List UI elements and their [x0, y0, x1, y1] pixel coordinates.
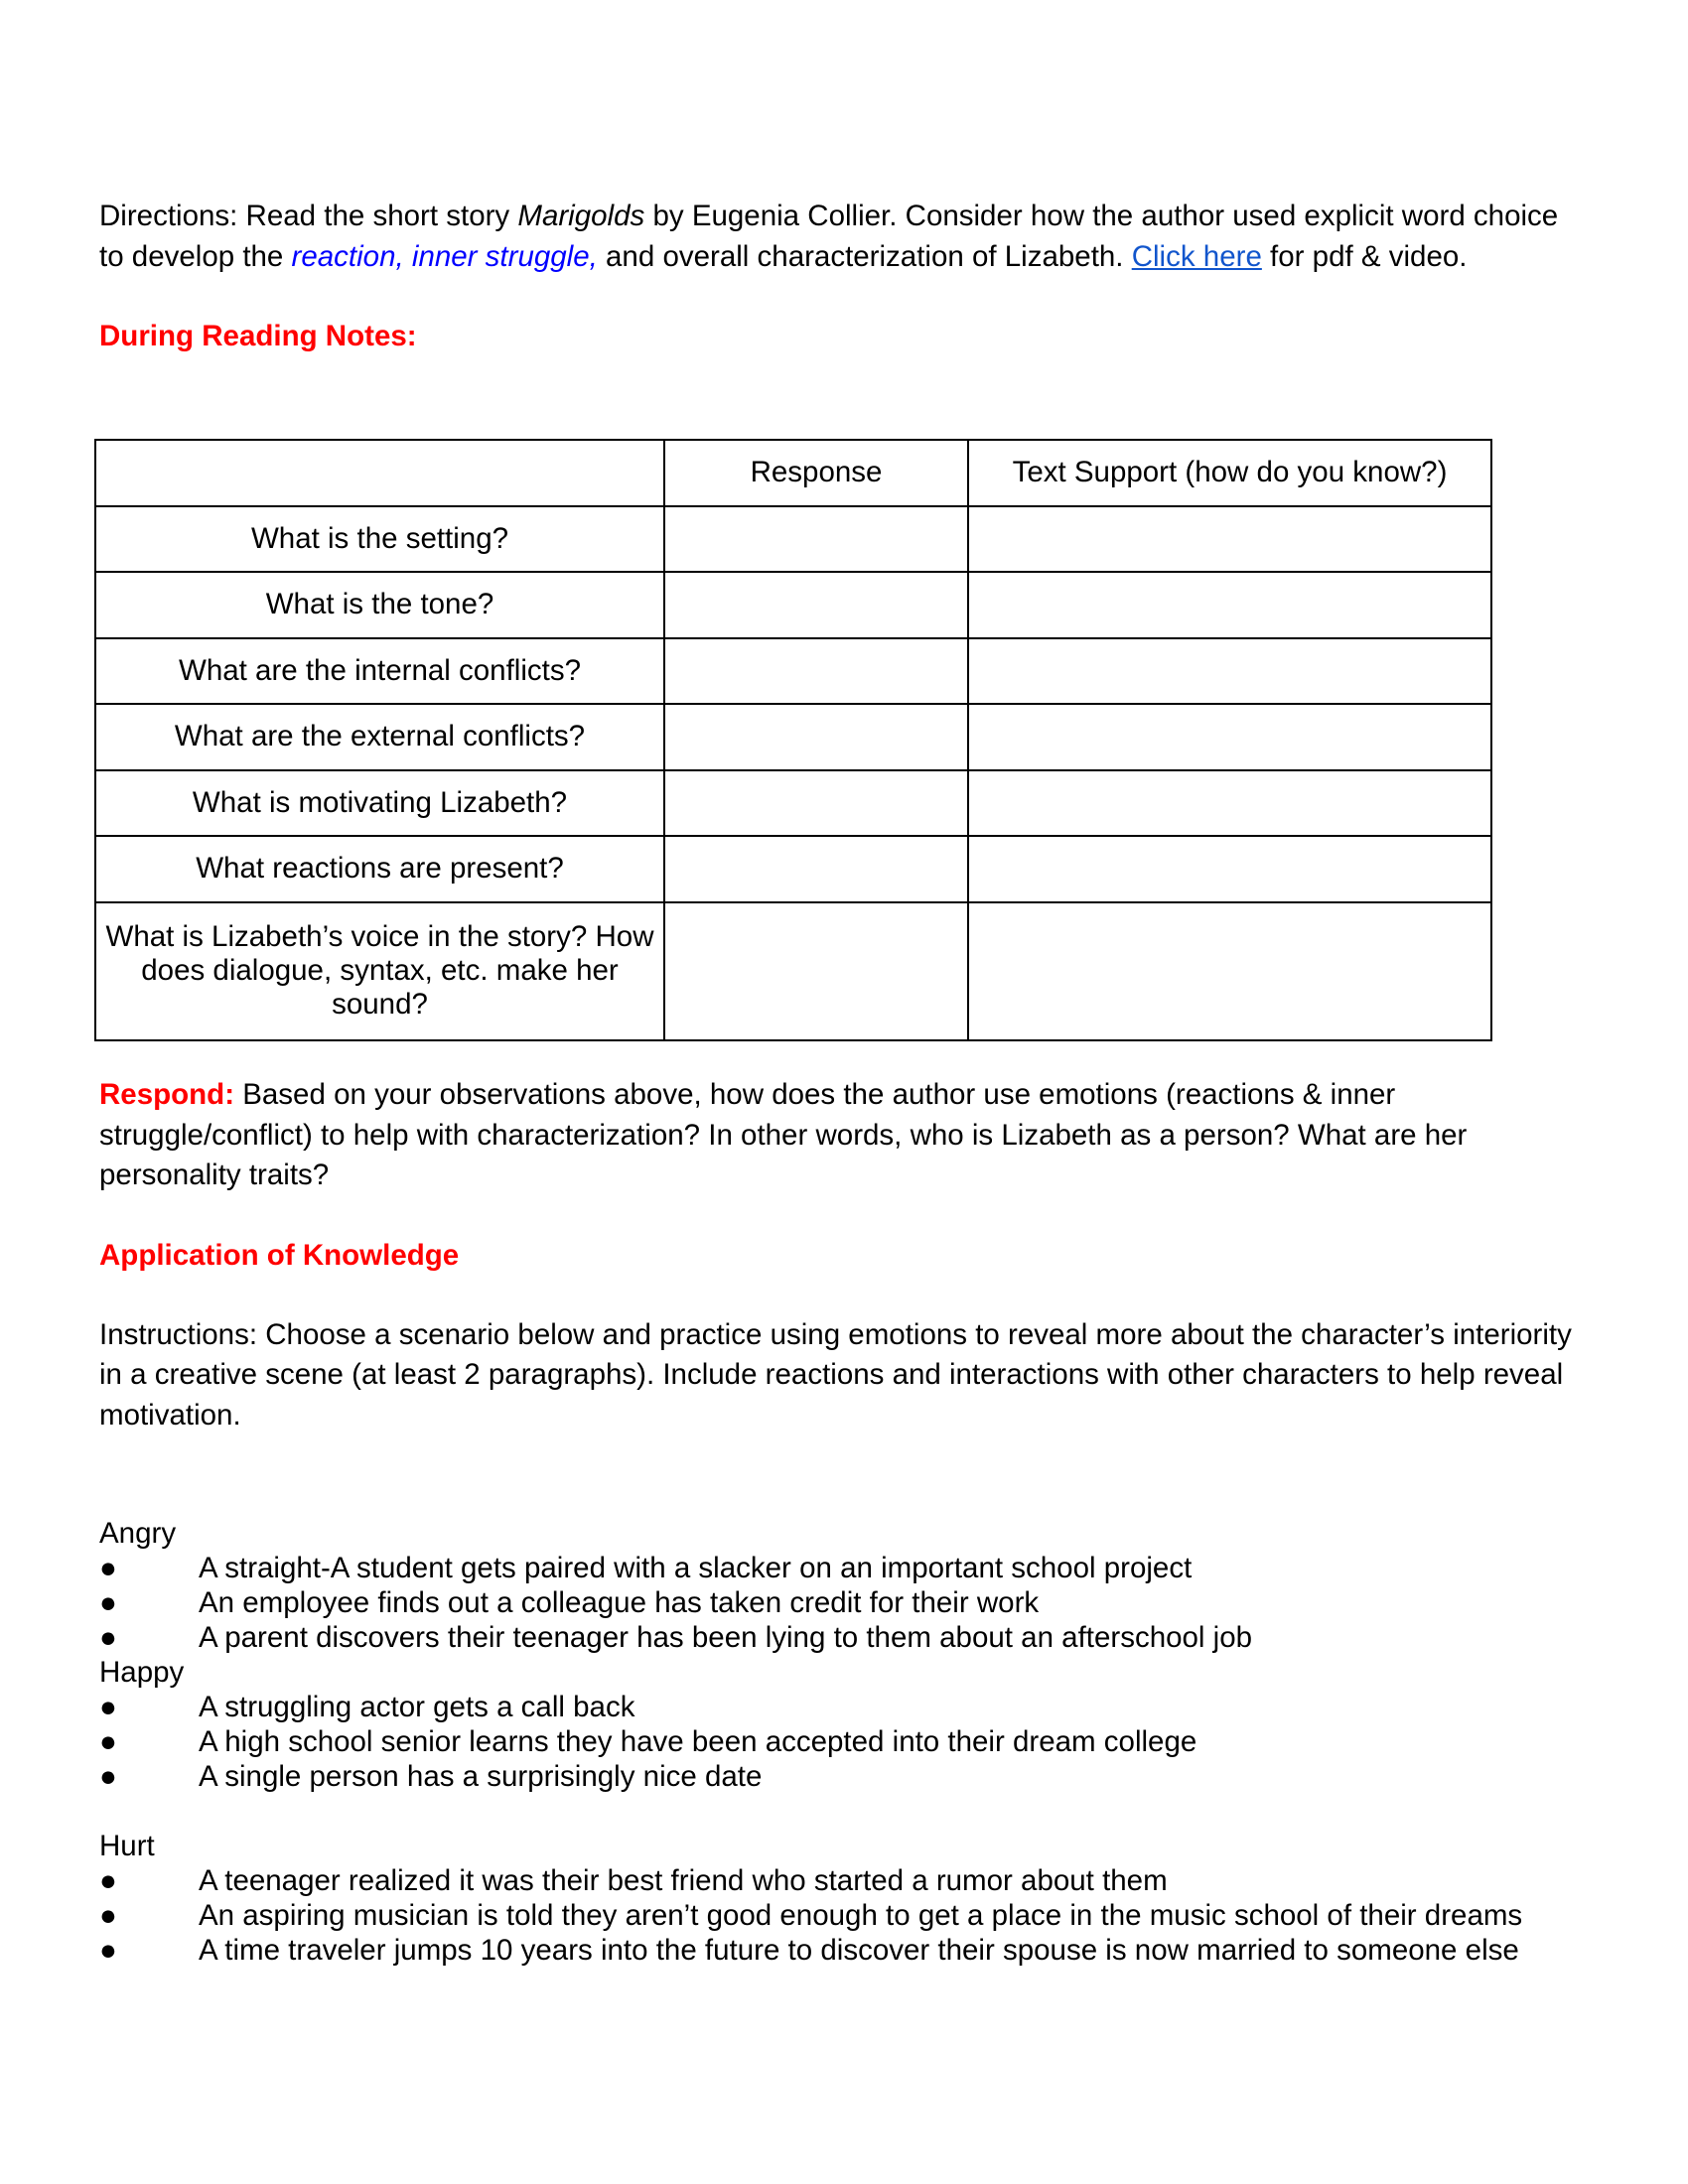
scenario-text: A time traveler jumps 10 years into the future to discover their spouse is now married to someone else	[199, 1934, 1519, 1967]
bullet-icon: ●	[99, 1899, 117, 1932]
click-here-link[interactable]: Click here	[1131, 239, 1262, 273]
header-cell-response: Response	[664, 440, 968, 506]
text-support-cell[interactable]	[968, 704, 1491, 770]
bullet-icon: ●	[99, 1934, 117, 1967]
bullet-icon: ●	[99, 1586, 117, 1619]
category-happy: Happy	[99, 1656, 185, 1689]
text-support-cell[interactable]	[968, 902, 1491, 1040]
bullet-icon: ●	[99, 1864, 117, 1897]
bullet-icon: ●	[99, 1725, 117, 1758]
story-title: Marigolds	[517, 200, 645, 232]
response-cell[interactable]	[664, 836, 968, 902]
scenario-text: A straight-A student gets paired with a slacker on an important school project	[199, 1552, 1193, 1584]
list-item	[99, 1933, 1589, 1968]
scenario-text: A single person has a surprisingly nice date	[199, 1760, 763, 1793]
directions-prefix: Directions: Read the short story	[99, 200, 518, 232]
response-cell[interactable]	[664, 902, 968, 1040]
table-row	[95, 902, 1491, 1040]
list-item	[99, 1551, 1589, 1585]
text-support-cell[interactable]	[968, 572, 1491, 638]
table-row	[95, 506, 1491, 573]
question-cell: What reactions are present?	[95, 836, 664, 902]
list-item	[99, 1759, 1589, 1794]
directions-mid: by Eugenia Collier. Consider how the author used explicit word choice to develop the	[99, 200, 1559, 273]
list-item	[99, 1863, 1589, 1898]
hurt-list	[99, 1863, 1589, 1968]
question-cell: What is the tone?	[95, 572, 664, 638]
emphasis-text: reaction, inner struggle,	[291, 239, 598, 273]
notes-table	[94, 439, 1492, 1041]
list-item	[99, 1620, 1589, 1655]
bullet-icon: ●	[99, 1621, 117, 1654]
question-cell: What are the external conflicts?	[95, 704, 664, 770]
respond-label: Respond:	[99, 1078, 235, 1111]
respond-text: Based on your observations above, how does the author use emotions (reactions & inner struggle/conflict) to help with characterization? In other words, who is Lizabeth as a person? What are her personality traits?	[99, 1078, 1468, 1191]
question-cell: What is the setting?	[95, 506, 664, 573]
table-row	[95, 704, 1491, 770]
during-reading-notes-heading: During Reading Notes:	[99, 320, 417, 352]
question-cell: What is motivating Lizabeth?	[95, 770, 664, 837]
list-item	[99, 1690, 1589, 1724]
directions-suffix: for pdf & video.	[1261, 239, 1468, 273]
angry-list	[99, 1551, 1589, 1655]
scenario-text: An aspiring musician is told they aren’t good enough to get a place in the music school of their dreams	[199, 1899, 1523, 1932]
category-hurt: Hurt	[99, 1830, 155, 1862]
table-row	[95, 572, 1491, 638]
category-angry: Angry	[99, 1517, 177, 1550]
response-cell[interactable]	[664, 572, 968, 638]
instructions-paragraph: Instructions: Choose a scenario below and practice using emotions to reveal more about the character’s interiority in a creative scene (at least 2 paragraphs). Include reactions and interactions with other characters to help reveal motivation.	[99, 1317, 1572, 1432]
scenario-text: A parent discovers their teenager has been lying to them about an afterschool job	[199, 1621, 1253, 1654]
directions-mid2: and overall characterization of Lizabeth.	[597, 239, 1132, 273]
post-table-section	[99, 1075, 1589, 1968]
scenario-list	[99, 1516, 1589, 1968]
list-item	[99, 1724, 1589, 1759]
respond-paragraph	[99, 1075, 1569, 1196]
response-cell[interactable]	[664, 638, 968, 705]
list-item	[99, 1585, 1589, 1620]
text-support-cell[interactable]	[968, 770, 1491, 837]
text-support-cell[interactable]	[968, 836, 1491, 902]
happy-list	[99, 1690, 1589, 1794]
bullet-icon: ●	[99, 1760, 117, 1793]
table-row	[95, 638, 1491, 705]
table-row	[95, 770, 1491, 837]
bullet-icon: ●	[99, 1552, 117, 1584]
document-page	[99, 197, 1589, 1967]
scenario-text: A teenager realized it was their best friend who started a rumor about them	[199, 1864, 1168, 1897]
response-cell[interactable]	[664, 704, 968, 770]
table-row	[95, 836, 1491, 902]
bullet-icon: ●	[99, 1691, 117, 1723]
directions-paragraph	[99, 197, 1569, 277]
table-header-row	[95, 440, 1491, 506]
text-support-cell[interactable]	[968, 506, 1491, 573]
question-cell: What is Lizabeth’s voice in the story? How does dialogue, syntax, etc. make her sound?	[95, 902, 664, 1040]
text-support-cell[interactable]	[968, 638, 1491, 705]
question-cell: What are the internal conflicts?	[95, 638, 664, 705]
response-cell[interactable]	[664, 770, 968, 837]
header-cell-text-support: Text Support (how do you know?)	[968, 440, 1491, 506]
list-item	[99, 1898, 1589, 1933]
application-of-knowledge-heading: Application of Knowledge	[99, 1238, 460, 1272]
scenario-text: An employee finds out a colleague has taken credit for their work	[199, 1586, 1040, 1619]
scenario-text: A high school senior learns they have been accepted into their dream college	[199, 1725, 1197, 1758]
header-cell-blank	[95, 440, 664, 506]
scenario-text: A struggling actor gets a call back	[199, 1691, 635, 1723]
response-cell[interactable]	[664, 506, 968, 573]
